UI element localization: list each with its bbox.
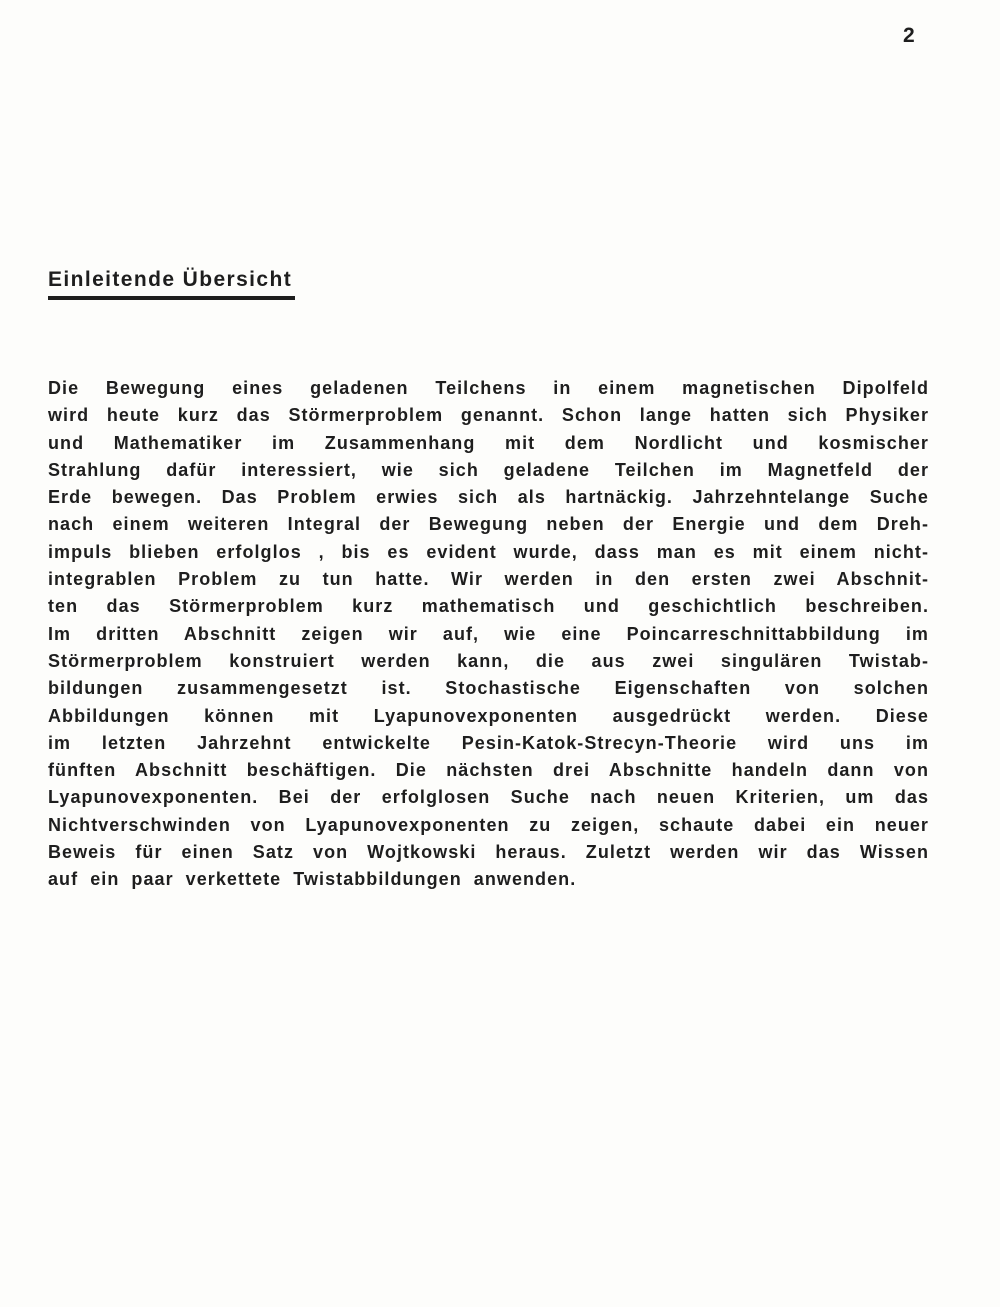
text-line: Beweis für einen Satz von Wojtkowski heraus. Zuletzt werden wir das Wissen [48,842,929,863]
text-line: Erde bewegen. Das Problem erwies sich als hartnäckig. Jahrzehntelange Suche [48,487,929,508]
text-line: Im dritten Abschnitt zeigen wir auf, wie eine Poincarreschnittabbildung im [48,623,929,644]
text-line: wird heute kurz das Störmerproblem genannt. Schon lange hatten sich Physiker [48,405,929,426]
text-line: fünften Abschnitt beschäftigen. Die nächsten drei Abschnitte handeln dann von [48,760,929,781]
text-line: und Mathematiker im Zusammenhang mit dem Nordlicht und kosmischer [48,432,929,453]
text-line-last: auf ein paar verkettete Twistabbildungen anwenden. [48,869,577,890]
text-line: nach einem weiteren Integral der Bewegung neben der Energie und dem Dreh- [48,514,929,535]
text-line: Die Bewegung eines geladenen Teilchens in einem magnetischen Dipolfeld [48,378,929,398]
text-line: im letzten Jahrzehnt entwickelte Pesin-Katok-Strecyn-Theorie wird uns im [48,732,929,753]
text-line: Abbildungen können mit Lyapunovexponenten ausgedrückt werden. Diese [48,705,929,726]
text-line: integrablen Problem zu tun hatte. Wir werden in den ersten zwei Abschnit- [48,569,929,590]
text-line: Lyapunovexponenten. Bei der erfolglosen Suche nach neuen Kriterien, um das [48,787,929,808]
page-number: 2 [903,24,916,47]
text-line: Störmerproblem konstruiert werden kann, die aus zwei singulären Twistab- [48,650,929,671]
text-line: bildungen zusammengesetzt ist. Stochastische Eigenschaften von solchen [48,678,929,699]
section-heading: Einleitende Übersicht [48,268,295,300]
text-line: impuls blieben erfolglos , bis es evident wurde, dass man es mit einem nicht- [48,541,929,562]
text-line: Nichtverschwinden von Lyapunovexponenten zu zeigen, schaute dabei ein neuer [48,814,929,835]
body-paragraph [48,375,929,894]
text-line: ten das Störmerproblem kurz mathematisch und geschichtlich beschreiben. [48,596,929,617]
text-line: Strahlung dafür interessiert, wie sich geladene Teilchen im Magnetfeld der [48,459,929,480]
